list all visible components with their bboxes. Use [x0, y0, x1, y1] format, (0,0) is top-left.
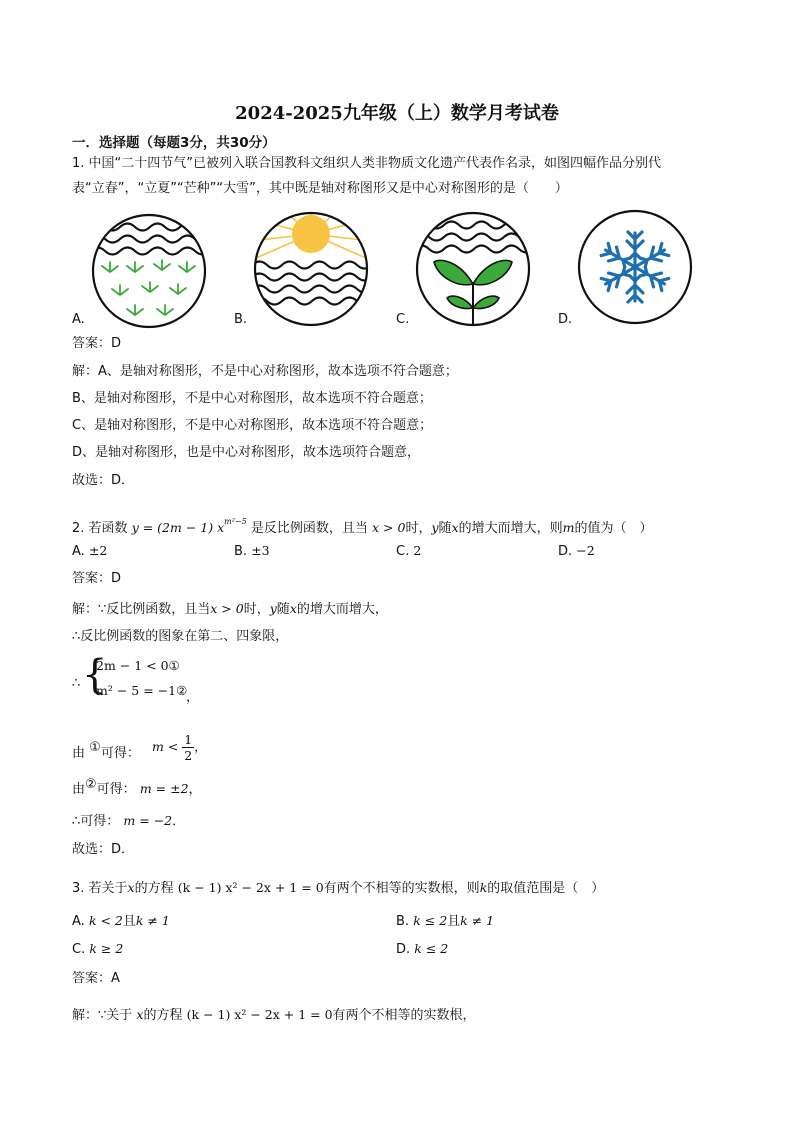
q2-var-x: x — [451, 520, 459, 535]
q3-text: 的取值范围是（ ） — [487, 881, 605, 896]
q2-text: 的增大而增大，则 — [458, 521, 563, 536]
option-and: 且 — [122, 914, 136, 929]
q1-option-c-label: C. — [396, 312, 410, 327]
system-eq1: 2m − 1 < 0① — [96, 658, 180, 673]
q2-derivation-1 — [72, 740, 140, 763]
q3-option-b — [396, 910, 494, 929]
sol-text: ， — [188, 782, 202, 797]
option-label: C. — [72, 942, 86, 957]
sol-text: 可得： — [100, 746, 140, 761]
option-value: k ≠ 1 — [135, 913, 170, 928]
option-value: k ≠ 1 — [460, 913, 495, 928]
page-title: 2024-2025九年级（上）数学月考试卷 — [235, 103, 559, 124]
q2-choose: 故选：D． — [72, 842, 135, 857]
sol-math: x > 0 — [210, 601, 244, 616]
q3-var-k: k — [479, 880, 488, 895]
option-value: k ≤ 2 — [414, 941, 449, 956]
q3-text: 有两个不相等的实数根，则 — [323, 881, 480, 896]
system-brace: { — [82, 652, 108, 698]
option-label: A. — [72, 914, 85, 929]
q2-text: 的值为（ ） — [574, 521, 653, 536]
q2-stem — [72, 513, 653, 538]
q3-equation: (k − 1) x² − 2x + 1 = 0 — [177, 880, 324, 895]
q1-stem-line2: 表“立春”，“立夏”“芒种”“大雪”，其中既是轴对称图形又是中心对称图形的是（ ） — [72, 181, 568, 196]
option-label: C. — [396, 544, 410, 559]
sol-text: 的方程 — [143, 1008, 183, 1023]
q1-answer: 答案：D — [72, 336, 122, 351]
sol-math: y — [269, 601, 277, 616]
figure-d-snow-icon — [576, 208, 694, 326]
option-label: D. — [396, 942, 411, 957]
therefore-symbol: ∴ — [72, 676, 81, 691]
q2-option-a — [72, 543, 107, 559]
sol-math: m = ±2 — [139, 781, 189, 796]
sol-math: m = −2 — [123, 813, 173, 828]
option-value: k ≤ 2 — [413, 913, 448, 928]
q1-solution-line: 解：A、是轴对称图形，不是中心对称图形，故本选项不符合题意； — [72, 364, 458, 379]
q1-solution-line: D、是轴对称图形，也是中心对称图形，故本选项符合题意， — [72, 445, 421, 460]
q1-solution-line: B、是轴对称图形，不是中心对称图形，故本选项不符合题意； — [72, 391, 432, 406]
sol-text: 由 — [72, 746, 86, 761]
q1-option-d-label: D. — [558, 312, 573, 327]
sol-text: 的增大而增大， — [296, 602, 388, 617]
sol-text: 解：∵关于 — [72, 1008, 133, 1023]
sol-math: x — [289, 601, 297, 616]
fraction-denominator: 2 — [184, 748, 193, 763]
option-value: ±2 — [88, 543, 108, 558]
q2-result — [72, 812, 185, 831]
sol-math: (k − 1) x² − 2x + 1 = 0 — [186, 1007, 333, 1022]
q2-solution-line — [72, 600, 388, 619]
q2-text: 时， — [405, 521, 432, 536]
q2-ineq — [152, 732, 207, 763]
sol-text: 有两个不相等的实数根， — [332, 1008, 476, 1023]
fraction-numerator: 1 — [184, 732, 193, 747]
figure-b-summer-icon — [252, 210, 370, 328]
q3-var-x: x — [127, 880, 135, 895]
option-value: k < 2 — [88, 913, 123, 928]
option-value: 2 — [413, 543, 422, 558]
q2-prefix: 2. 若函数 — [72, 521, 128, 536]
sol-text: ∴可得： — [72, 814, 120, 829]
q3-answer: 答案：A — [72, 971, 120, 986]
q2-option-b — [234, 543, 270, 559]
system-comma: ， — [186, 690, 200, 705]
sol-math: x — [136, 1007, 144, 1022]
sol-text: 由 — [72, 782, 86, 797]
q3-text: 的方程 — [134, 881, 174, 896]
q3-option-a — [72, 910, 170, 929]
section-heading: 一．选择题（每题3分，共30分） — [72, 135, 276, 151]
q3-solution-line — [72, 1006, 476, 1025]
system-eq2: m² − 5 = −1② — [96, 683, 188, 698]
sol-math: m < — [152, 739, 179, 754]
q3-option-d — [396, 941, 448, 957]
q2-var-m: m — [562, 520, 575, 535]
q2-text: 是反比例函数，且当 — [250, 521, 368, 536]
option-label: A. — [72, 544, 85, 559]
option-label: B. — [396, 914, 410, 929]
circled-two: ② — [85, 777, 97, 792]
q2-function: y = (2m − 1) x — [131, 520, 225, 535]
q2-exponent: m²−5 — [224, 517, 247, 526]
sol-text: ， — [194, 739, 207, 754]
sol-text: ． — [172, 814, 186, 829]
q2-text: 随 — [438, 521, 452, 536]
q2-condition: x > 0 — [372, 520, 406, 535]
option-and: 且 — [447, 914, 461, 929]
q3-text: 3. 若关于 — [72, 881, 128, 896]
sol-text: 解：∵反比例函数，且当 — [72, 602, 211, 617]
sol-text: 可得： — [96, 782, 136, 797]
q2-option-c — [396, 543, 421, 559]
q1-option-a-label: A. — [72, 312, 85, 327]
q1-option-b-label: B. — [234, 312, 248, 327]
figure-a-spring-icon — [90, 212, 208, 330]
q2-var-y: y — [431, 520, 439, 535]
q1-solution-line: C、是轴对称图形，不是中心对称图形，故本选项不符合题意； — [72, 418, 433, 433]
option-value: ±3 — [251, 543, 270, 558]
option-value: −2 — [576, 543, 595, 558]
q3-option-c — [72, 941, 123, 957]
option-value: k ≥ 2 — [89, 941, 124, 956]
circled-one: ① — [89, 740, 101, 755]
q2-option-d — [558, 543, 595, 559]
q1-stem-line1: 1. 中国“二十四节气”已被列入联合国教科文组织人类非物质文化遗产代表作名录，如图四幅作品分别代 — [72, 156, 662, 171]
q2-derivation-2 — [72, 777, 202, 799]
option-label: B. — [234, 544, 248, 559]
q3-stem — [72, 879, 604, 898]
q1-solution-line: 故选：D． — [72, 473, 135, 488]
q2-solution-line: ∴反比例函数的图象在第二、四象限， — [72, 629, 289, 644]
sol-text: 随 — [276, 602, 290, 617]
option-label: D. — [558, 544, 573, 559]
q2-answer: 答案：D — [72, 571, 122, 586]
figure-c-grain-icon — [414, 210, 532, 328]
sol-text: 时， — [243, 602, 270, 617]
fraction-one-half — [182, 732, 194, 763]
